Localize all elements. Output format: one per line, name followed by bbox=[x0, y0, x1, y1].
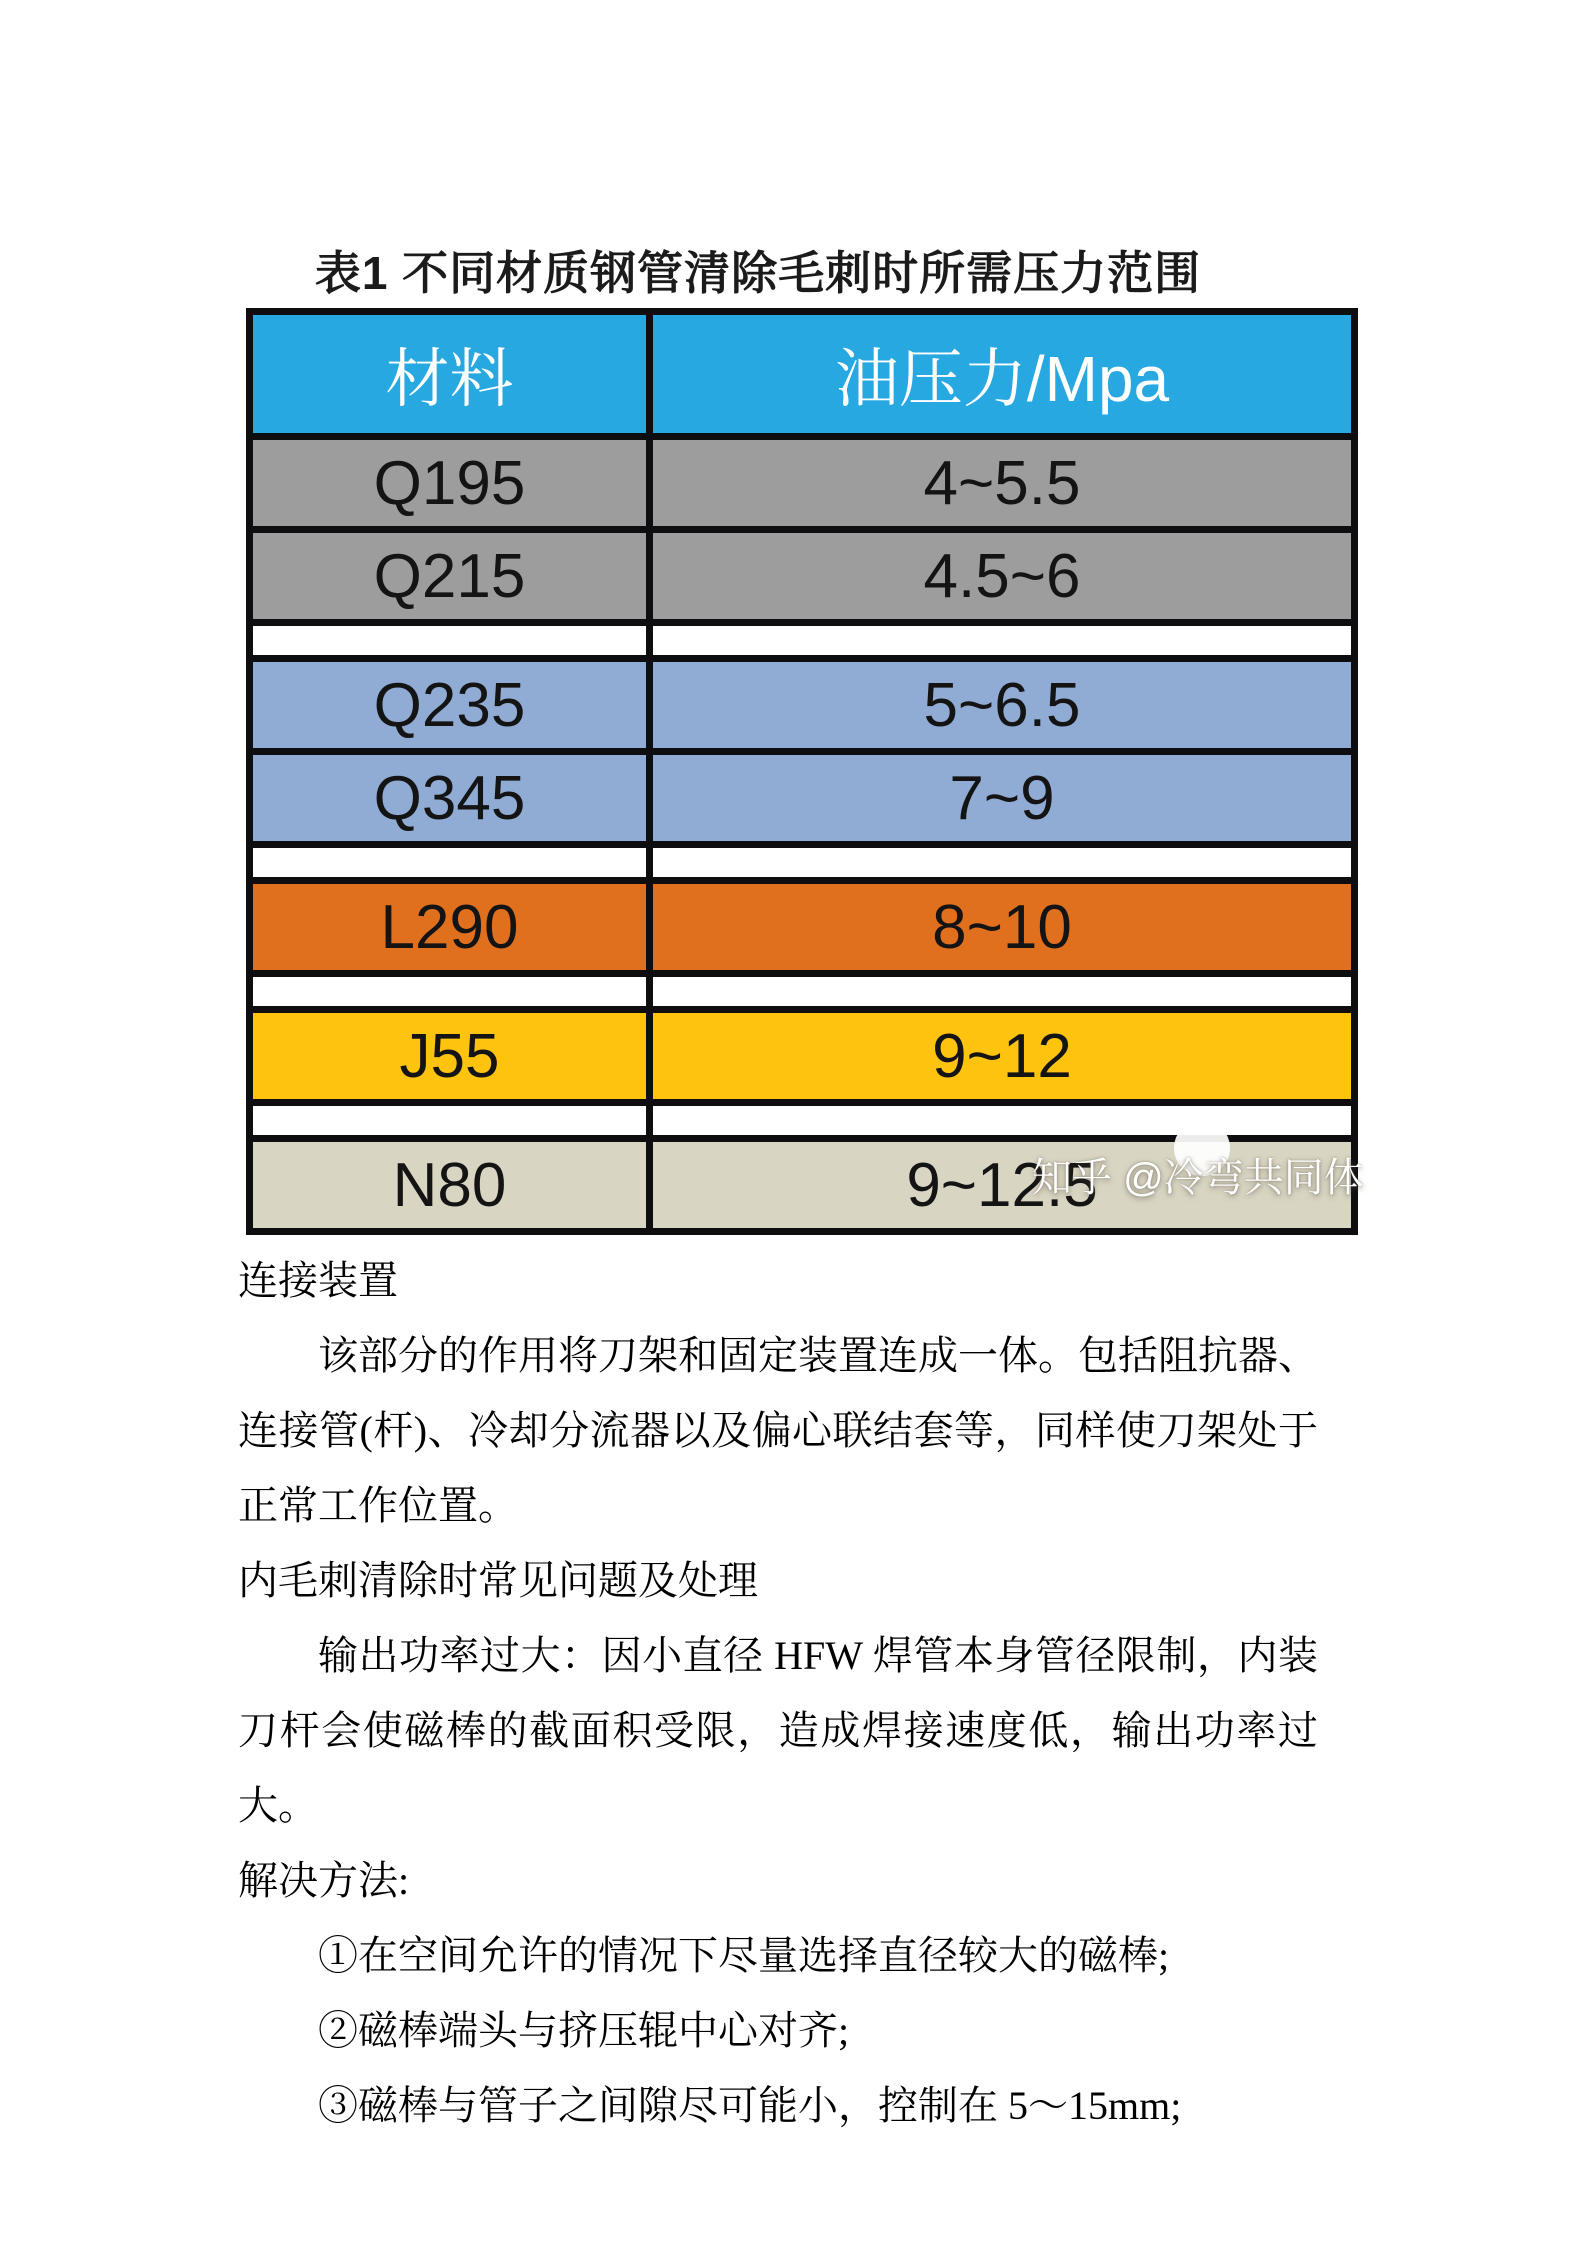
pressure-cell: 7~9 bbox=[653, 755, 1351, 841]
table-row bbox=[253, 533, 1351, 626]
page-title: 表1 不同材质钢管清除毛刺时所需压力范围 bbox=[314, 246, 1202, 299]
pressure-table bbox=[246, 308, 1358, 1235]
section-heading-connection-device: 连接装置 bbox=[238, 1258, 398, 1303]
pressure-cell: 4~5.5 bbox=[653, 440, 1351, 526]
table-row bbox=[253, 884, 1351, 977]
pressure-cell: 5~6.5 bbox=[653, 662, 1351, 748]
table-row bbox=[253, 1013, 1351, 1106]
paragraph-output-power: 输出功率过大：因小直径 HFW 焊管本身管径限制，内装刀杆会使磁棒的截面积受限，造成焊接速度低，输出功率过大。 bbox=[238, 1633, 1318, 1828]
solution-item-2: ②磁棒端头与挤压辊中心对齐; bbox=[318, 2008, 850, 2053]
spacer-row bbox=[253, 848, 1351, 884]
material-cell: L290 bbox=[253, 884, 653, 970]
solution-item-3: ③磁棒与管子之间隙尽可能小，控制在 5～15mm; bbox=[318, 2083, 1182, 2128]
column-header-material: 材料 bbox=[253, 315, 653, 433]
material-cell: J55 bbox=[253, 1013, 653, 1099]
table-row bbox=[253, 440, 1351, 533]
material-cell: Q345 bbox=[253, 755, 653, 841]
table-row bbox=[253, 662, 1351, 755]
material-cell: Q195 bbox=[253, 440, 653, 526]
solution-item-1: ①在空间允许的情况下尽量选择直径较大的磁棒; bbox=[318, 1933, 1170, 1978]
zhihu-watermark bbox=[1032, 1146, 1364, 1203]
table-row bbox=[253, 755, 1351, 848]
article-body bbox=[238, 1243, 1318, 2143]
spacer-row bbox=[253, 977, 1351, 1013]
section-heading-solutions: 解决方法: bbox=[238, 1858, 410, 1903]
paragraph-connection-device: 该部分的作用将刀架和固定装置连成一体。包括阻抗器、连接管(杆)、冷却分流器以及偏心联结套等，同样使刀架处于正常工作位置。 bbox=[238, 1333, 1318, 1528]
watermark-text: 知乎 @冷弯共同体 bbox=[1032, 1156, 1364, 1200]
pressure-cell: 9~12.5 bbox=[653, 1142, 1351, 1228]
pressure-cell: 8~10 bbox=[653, 884, 1351, 970]
material-cell: Q215 bbox=[253, 533, 653, 619]
table-header-row bbox=[253, 315, 1351, 440]
material-cell: N80 bbox=[253, 1142, 653, 1228]
pressure-cell: 9~12 bbox=[653, 1013, 1351, 1099]
section-heading-common-problems: 内毛刺清除时常见问题及处理 bbox=[238, 1558, 758, 1603]
material-cell: Q235 bbox=[253, 662, 653, 748]
spacer-row bbox=[253, 626, 1351, 662]
pressure-cell: 4.5~6 bbox=[653, 533, 1351, 619]
column-header-oil-pressure: 油压力/Mpa bbox=[653, 315, 1351, 433]
